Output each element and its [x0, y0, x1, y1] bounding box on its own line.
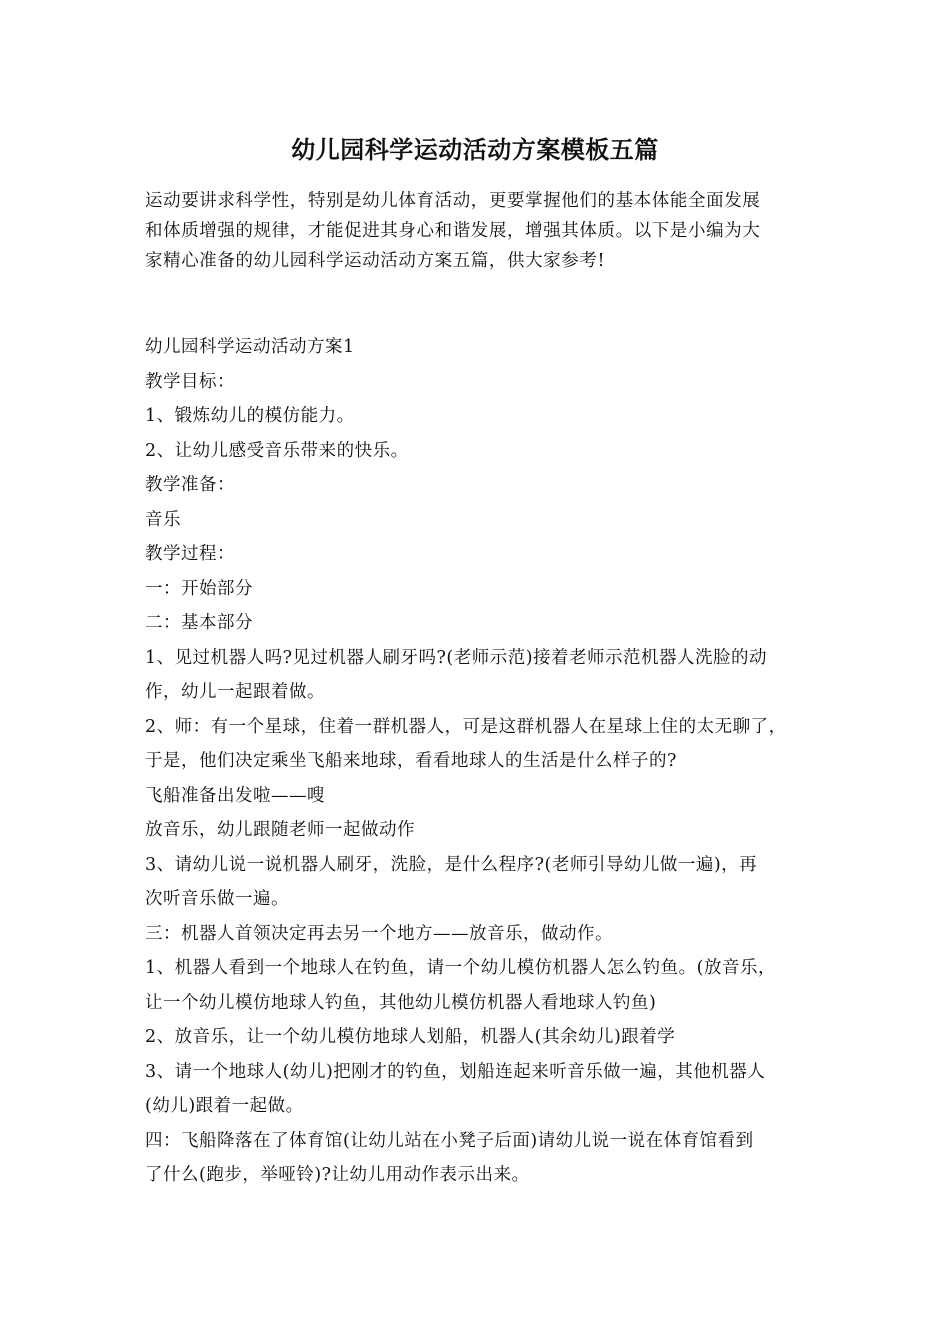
text-line: 1、机器人看到一个地球人在钓鱼，请一个幼儿模仿机器人怎么钓鱼。(放音乐，	[145, 958, 776, 978]
document-title: 幼儿园科学运动活动方案模板五篇	[291, 136, 659, 164]
text-line: 音乐	[145, 509, 181, 530]
text-line: 二：基本部分	[145, 613, 253, 633]
text-line: 3、请一个地球人(幼儿)把刚才的钓鱼，划船连起来听音乐做一遍，其他机器人	[145, 1061, 766, 1082]
text-line: 四：飞船降落在了体育馆(让幼儿站在小凳子后面)请幼儿说一说在体育馆看到	[145, 1130, 754, 1151]
text-line: (幼儿)跟着一起做。	[145, 1096, 304, 1116]
text-line: 教学准备：	[145, 475, 235, 495]
text-line: 飞船准备出发啦——嗖	[145, 785, 325, 806]
intro-line: 和体质增强的规律，才能促进其身心和谐发展，增强其体质。以下是小编为大	[145, 221, 761, 241]
section-heading: 幼儿园科学运动活动方案1	[145, 337, 355, 357]
intro-line: 运动要讲求科学性，特别是幼儿体育活动，更要掌握他们的基本体能全面发展	[145, 191, 761, 211]
text-line: 2、放音乐，让一个幼儿模仿地球人划船，机器人(其余幼儿)跟着学	[145, 1027, 676, 1047]
text-line: 让一个幼儿模仿地球人钓鱼，其他幼儿模仿机器人看地球人钓鱼)	[145, 992, 657, 1013]
text-line: 教学过程：	[145, 544, 235, 564]
text-line: 1、见过机器人吗?见过机器人刷牙吗?(老师示范)接着老师示范机器人洗脸的动	[145, 647, 768, 668]
text-line: 放音乐，幼儿跟随老师一起做动作	[145, 820, 415, 840]
text-line: 作，幼儿一起跟着做。	[145, 682, 325, 702]
text-line: 3、请幼儿说一说机器人刷牙，洗脸，是什么程序?(老师引导幼儿做一遍)，再	[145, 854, 758, 875]
text-line: 教学目标：	[145, 371, 235, 392]
text-line: 于是，他们决定乘坐飞船来地球，看看地球人的生活是什么样子的?	[145, 751, 677, 771]
text-line: 一：开始部分	[145, 578, 253, 599]
text-line: 了什么(跑步，举哑铃)?让幼儿用动作表示出来。	[145, 1165, 530, 1185]
text-line: 1、锻炼幼儿的模仿能力。	[145, 406, 355, 426]
text-line: 三：机器人首领决定再去另一个地方——放音乐，做动作。	[145, 923, 613, 944]
intro-line: 家精心准备的幼儿园科学运动活动方案五篇，供大家参考!	[145, 251, 606, 271]
text-line: 2、师：有一个星球，住着一群机器人，可是这群机器人在星球上住的太无聊了，	[145, 716, 787, 737]
document-body	[145, 330, 825, 1193]
text-line: 次听音乐做一遍。	[145, 889, 289, 909]
intro-paragraph	[145, 186, 815, 276]
text-line: 2、让幼儿感受音乐带来的快乐。	[145, 440, 409, 461]
